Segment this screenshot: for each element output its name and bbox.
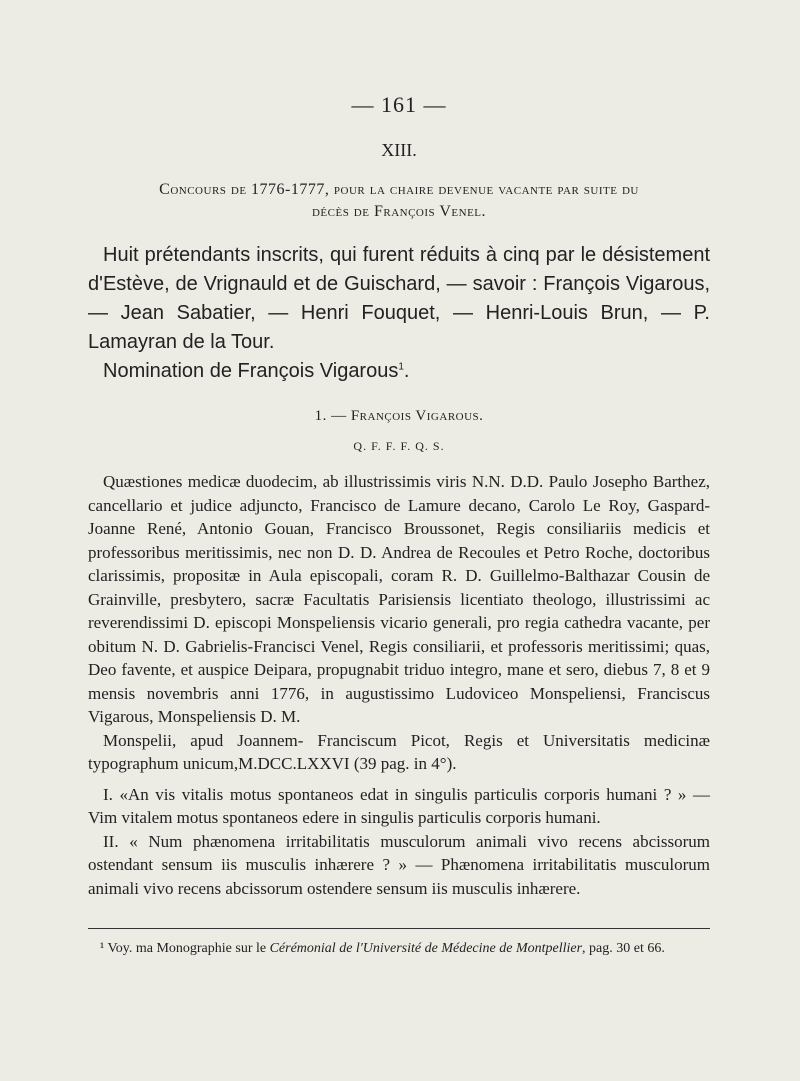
intro-paragraph: Huit prétendants inscrits, qui furent réduits à cinq par le désistement d'Estève, de Vrignauld et de Guischard, — savoir : François Vigarous, — Jean Sabatier, — Henri Fouquet, — Henri-Louis Brun, — P. Lamayran de la Tour. (88, 244, 710, 353)
question-2: II. « Num phænomena irritabilitatis musculorum animali vivo recens abcissorum ostendant sensum iis musculis inhærere ? » — Phænomena irritabilitatis musculorum animali vivo recens abcissorum ostendere sensum iis musculis inhærere. (88, 831, 710, 898)
footnote-ref: 1 (398, 361, 404, 373)
invocation-line: Q. F. F. F. Q. S. (353, 439, 445, 453)
thesis-paragraph-2: Monspelii, apud Joannem- Franciscum Picot, Regis et Universitatis medicinæ typographum unicum,M.DCC.LXXVI (39 pag. in 4°). (88, 730, 710, 773)
footnote-marker: ¹ (100, 941, 105, 956)
footnote-divider (88, 928, 710, 929)
nomination-line (88, 357, 710, 386)
page-number: — 161 — (351, 92, 447, 117)
thesis-body (88, 470, 710, 900)
intro-block (88, 241, 710, 386)
heading-line-1: Concours de 1776-1777, pour la chaire devenue vacante par suite du (159, 181, 639, 198)
footnote-text-before: Voy. ma Monographie sur le (104, 941, 270, 956)
section-heading (88, 179, 710, 223)
document-page (88, 92, 710, 959)
thesis-paragraph-1: Quæstiones medicæ duodecim, ab illustrissimis viris N.N. D.D. Paulo Josepho Barthez, cancellario et judice adjuncto, Francisco de Lamure decano, Carolo Le Roy, Gaspard-Joanne René, Antonio Gouan, Francisco Broussonet, Regis consiliariis medicis et professoribus meritissimis, nec non D. D. Andrea de Recoules et Petro Roche, doctoribus clarissimis, propositæ in Aula episcopali, coram R. D. Guillelmo-Balthazar Cousin de Grainville, presbytero, sacræ Facultatis Parisiensis licentiato theologo, illustrissimi ac reverendissimi D. episcopi Monspeliensis vicario generali, pro regia cathedra vacante, per obitum N. D. Gabrielis-Francisci Venel, Regis consiliarii, et professoris meritissimi; quas, Deo favente, et auspice Deipara, propugnabit triduo integro, mane et sero, diebus 7, 8 et 9 mensis novembris anni 1776, in augustissimo Ludoviceo Monspeliensi, Franciscus Vigarous, Monspeliensis D. M. (88, 472, 710, 726)
heading-line-2: décès de François Venel. (311, 203, 487, 220)
candidate-subheading: 1. — François Vigarous. (314, 408, 484, 424)
nomination-end: . (403, 360, 410, 382)
section-number: XIII. (381, 140, 417, 160)
question-1: I. «An vis vitalis motus spontaneos edat in singulis particulis corporis humani ? » — Vim vitalem motus spontaneos edere in singulis particulis corporis humani. (88, 784, 710, 827)
footnote (88, 939, 710, 959)
nomination-text: Nomination de François Vigarous (103, 360, 399, 382)
footnote-italic-title: Cérémonial de l'Université de Médecine de Montpellier (269, 941, 583, 956)
footnote-text-after: , pag. 30 et 66. (582, 941, 665, 956)
